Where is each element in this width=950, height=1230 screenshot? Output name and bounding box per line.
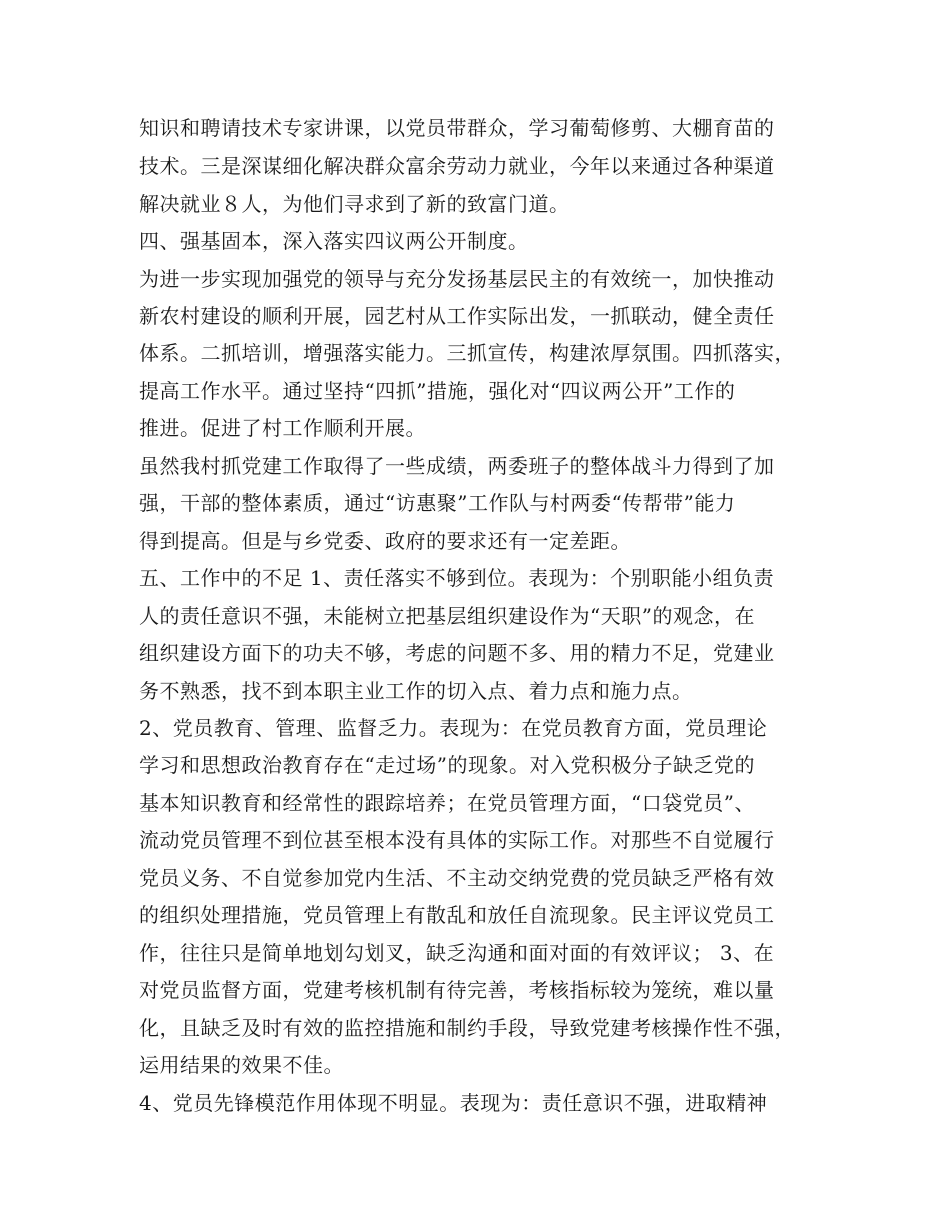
text-line: 2、党员教育、管理、监督乏力。表现为：在党员教育方面，党员理论 [139,716,768,740]
text-line: 基本知识教育和经常性的跟踪培养；在党员管理方面，“口袋党员”、 [139,791,755,815]
text-line: 作，往往只是简单地划勾划叉，缺乏沟通和面对面的有效评议； 3、在 [139,941,775,965]
text-line: 组织建设方面下的功夫不够，考虑的问题不多、用的精力不足，党建业 [139,641,775,665]
text-line: 务不熟悉，找不到本职主业工作的切入点、着力点和施力点。 [139,679,693,703]
text-line: 新农村建设的顺利开展，园艺村从工作实际出发，一抓联动，健全责任 [139,304,775,328]
text-line: 推进。促进了村工作顺利开展。 [139,416,426,440]
text-line: 流动党员管理不到位甚至根本没有具体的实际工作。对那些不自觉履行 [139,828,775,852]
text-line: 对党员监督方面，党建考核机制有待完善，考核指标较为笼统，难以量 [139,978,775,1002]
text-line: 的组织处理措施，党员管理上有散乱和放任自流现象。民主评议党员工 [139,903,775,927]
text-line: 人的责任意识不强，未能树立把基层组织建设作为“天职”的观念，在 [139,604,755,628]
text-line: 体系。二抓培训，增强落实能力。三抓宣传，构建浓厚氛围。四抓落实， [139,341,795,365]
text-line: 4、党员先锋模范作用体现不明显。表现为：责任意识不强，进取精神 [139,1091,768,1115]
text-line: 化，且缺乏及时有效的监控措施和制约手段，导致党建考核操作性不强， [139,1016,795,1040]
text-line: 虽然我村抓党建工作取得了一些成绩，两委班子的整体战斗力得到了加 [139,454,775,478]
text-line: 提高工作水平。通过坚持“四抓”措施，强化对“四议两公开”工作的 [139,379,736,403]
text-line: 技术。三是深谋细化解决群众富余劳动力就业，今年以来通过各种渠道 [139,154,775,178]
text-line: 知识和聘请技术专家讲课，以党员带群众，学习葡萄修剪、大棚育苗的 [139,116,775,140]
section-heading: 五、工作中的不足 1、责任落实不够到位。表现为：个别职能小组负责 [139,566,775,590]
text-line: 得到提高。但是与乡党委、政府的要求还有一定差距。 [139,529,631,553]
text-line: 解决就业８人，为他们寻求到了新的致富门道。 [139,192,570,216]
text-line: 学习和思想政治教育存在“走过场”的现象。对入党积极分子缺乏党的 [139,753,755,777]
text-line: 党员义务、不自觉参加党内生活、不主动交纳党费的党员缺乏严格有效 [139,866,775,890]
section-heading: 四、强基固本，深入落实四议两公开制度。 [139,229,529,253]
text-line: 为进一步实现加强党的领导与充分发扬基层民主的有效统一，加快推动 [139,267,775,291]
text-line: 运用结果的效果不佳。 [139,1053,344,1077]
text-line: 强，干部的整体素质，通过“访惠聚”工作队与村两委“传帮带”能力 [139,491,736,515]
